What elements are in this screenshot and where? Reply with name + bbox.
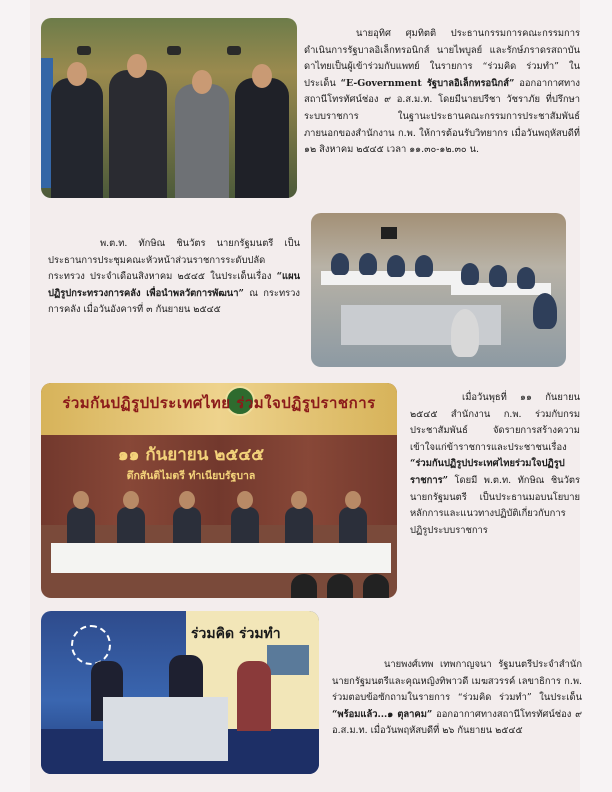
attendee bbox=[489, 265, 507, 287]
panelist-head bbox=[291, 491, 307, 509]
attendee bbox=[451, 309, 479, 357]
panelist bbox=[67, 507, 95, 545]
room-screen bbox=[381, 227, 397, 239]
caption-2-bold: “แผนปฏิรูปกระทรวงการคลัง เพื่อนำพลวัตการพัฒนา” bbox=[48, 271, 300, 299]
person-figure bbox=[175, 84, 229, 198]
studio-title: ร่วมคิด ร่วมทำ bbox=[191, 626, 281, 642]
person-figure bbox=[109, 70, 167, 198]
panelist-head bbox=[237, 491, 253, 509]
audience-head bbox=[327, 574, 353, 598]
caption-2 bbox=[48, 236, 300, 319]
event-venue: ตึกสันติไมตรี ทำเนียบรัฐบาล bbox=[126, 470, 256, 482]
person-head bbox=[192, 70, 212, 94]
attendee bbox=[517, 267, 535, 289]
panelist-head bbox=[345, 491, 361, 509]
photo-e-government-guests bbox=[41, 18, 297, 198]
caption-3-text-after: โดยมี พ.ต.ท. ทักษิณ ชินวัตร นายกรัฐมนตรี เป็นประธานมอบนโยบาย หลักการและแนวทางปฏิบัติเกี่ยวกับการปฏิรูประบบราชการ bbox=[410, 474, 580, 536]
panelist bbox=[173, 507, 201, 545]
panelist bbox=[339, 507, 367, 545]
caption-4 bbox=[332, 657, 582, 740]
studio-logo bbox=[71, 625, 111, 665]
host-figure bbox=[237, 661, 271, 731]
studio-lamp bbox=[227, 46, 241, 55]
caption-3 bbox=[410, 390, 580, 539]
person-figure bbox=[235, 78, 289, 198]
photo-tv-program bbox=[41, 611, 319, 774]
event-date: ๑๑ กันยายน ๒๕๔๕ bbox=[117, 445, 265, 465]
attendee bbox=[461, 263, 479, 285]
attendee bbox=[415, 255, 433, 277]
caption-1-text-after: ออกอากาศทางสถานีโทรทัศน์ช่อง ๙ อ.ส.ม.ท. โดยมีนายปรีชา วัชราภัย ที่ปรึกษาระบบราชการ ในฐานะประธานคณะกรรมการประชาสัมพันธ์ ภายนอกของสำนักงาน ก.พ. ให้การต้อนรับวิทยากร เมื่อวันพฤหัสบดีที่ ๑๒ สิงหาคม ๒๕๔๕ เวลา ๑๑.๓๐-๑๒.๓๐ น. bbox=[304, 77, 581, 156]
panel-table bbox=[51, 543, 391, 573]
caption-4-bold: “พร้อมแล้ว...๑ ตุลาคม” bbox=[332, 708, 433, 720]
studio-monitor bbox=[267, 645, 309, 675]
person-figure bbox=[51, 78, 103, 198]
caption-4-text-after: ออกอากาศทางสถานีโทรทัศน์ช่อง ๙ อ.ส.ม.ท. เมื่อวันพฤหัสบดีที่ ๒๖ กันยายน ๒๕๔๕ bbox=[332, 708, 583, 737]
panelist-head bbox=[123, 491, 139, 509]
panelist bbox=[285, 507, 313, 545]
person-head bbox=[127, 54, 147, 78]
caption-1-text: นายอุทิศ ศุมทิตติ ประธานกรรมการคณะกรรมการดำเนินการรัฐบาลอิเล็กทรอนิกส์ นายไพบูลย์ และรักษ์ภราดรสถาบันดาไทยเป็นผู้เข้าร่วมกับแพทย์ ในรายการ “ร่วมคิด ร่วมทำ” ในประเด็น bbox=[304, 28, 580, 89]
audience-head bbox=[363, 574, 389, 598]
studio-lamp bbox=[77, 46, 91, 55]
photo-reform-event bbox=[41, 383, 397, 598]
attendee bbox=[359, 253, 377, 275]
studio-desk bbox=[103, 697, 228, 761]
panelist-head bbox=[179, 491, 195, 509]
banner-title: ร่วมกันปฏิรูปประเทศไทย ร่วมใจปฏิรูปราชการ bbox=[62, 394, 376, 412]
caption-2-text-after: ณ กระทรวงการคลัง เมื่อวันอังคารที่ ๓ กันยายน ๒๕๔๕ bbox=[48, 287, 301, 316]
person-head bbox=[67, 62, 87, 86]
studio-lamp bbox=[167, 46, 181, 55]
photo-ministry-meeting bbox=[311, 213, 566, 367]
caption-1 bbox=[304, 26, 580, 159]
panelist-head bbox=[73, 491, 89, 509]
caption-3-bold: “ร่วมกันปฏิรูปประเทศไทยร่วมใจปฏิรูปราชการ” bbox=[410, 458, 565, 486]
caption-4-text: นายพงศ์เทพ เทพกาญจนา รัฐมนตรีประจำสำนักนายกรัฐมนตรีและคุณหญิงทิพาวดี เมฆสวรรค์ เลขาธิการ ก.พ. ร่วมตอบข้อซักถามในรายการ “ร่วมคิด ร่วมทำ” ในประเด็น bbox=[332, 659, 582, 704]
caption-2-text: พ.ต.ท. ทักษิณ ชินวัตร นายกรัฐมนตรี เป็นประธานการประชุมคณะหัวหน้าส่วนราชการระดับปลัดกระทรวง ประจำเดือนสิงหาคม ๒๕๔๕ ในประเด็นเรื่อง bbox=[48, 238, 300, 283]
attendee bbox=[331, 253, 349, 275]
caption-3-text: เมื่อวันพุธที่ ๑๑ กันยายน ๒๕๔๕ สำนักงาน ก.พ. ร่วมกับกรมประชาสัมพันธ์ จัดรายการสร้างความเข้าใจแก่ข้าราชการและประชาชนเรื่อง bbox=[410, 392, 580, 453]
audience-head bbox=[291, 574, 317, 598]
panelist bbox=[231, 507, 259, 545]
caption-1-bold: “E-Government รัฐบาลอิเล็กทรอนิกส์” bbox=[340, 77, 515, 89]
attendee bbox=[387, 255, 405, 277]
panelist bbox=[117, 507, 145, 545]
person-head bbox=[252, 64, 272, 88]
attendee bbox=[533, 293, 557, 329]
